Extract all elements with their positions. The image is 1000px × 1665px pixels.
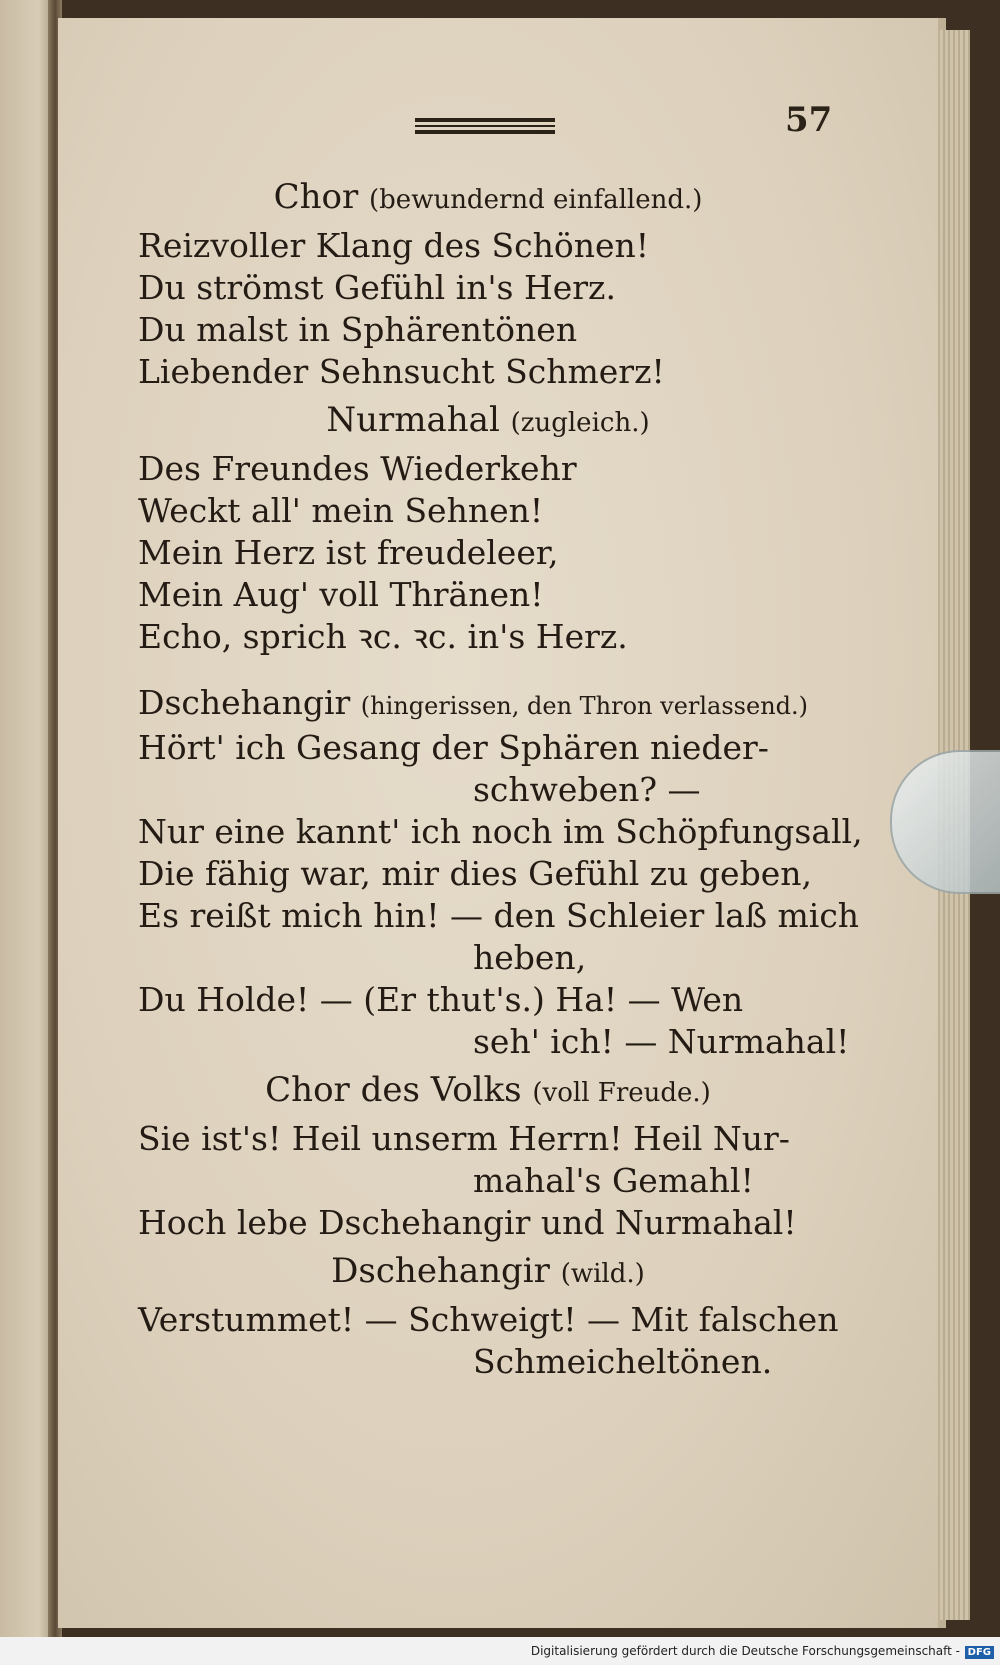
verse-line: Hoch lebe Dschehangir und Nurmahal! [138, 1203, 797, 1242]
verse-line: Echo, sprich ꝛc. ꝛc. in's Herz. [138, 617, 628, 656]
stage-direction: (bewundernd einfallend.) [369, 185, 703, 215]
speaker-name: Dschehangir [138, 683, 351, 722]
stage-direction: (voll Freude.) [532, 1078, 711, 1108]
verse-line: Weckt all' mein Sehnen! [138, 491, 544, 530]
left-page-edge [0, 0, 55, 1640]
verse-line: Nur eine kannt' ich noch im Schöpfungsall, [138, 812, 863, 851]
verse-line: Verstummet! — Schweigt! — Mit falschen [138, 1300, 839, 1339]
verse-line: Liebender Sehnsucht Schmerz! [138, 352, 665, 391]
verse-continuation: Schmeicheltönen. [473, 1342, 773, 1381]
verse-line: Hört' ich Gesang der Sphären nieder- [138, 728, 769, 767]
verse-line: Sie ist's! Heil unserm Herrn! Heil Nur- [138, 1119, 790, 1158]
verse-line: Die fähig war, mir dies Gefühl zu geben, [138, 854, 812, 893]
verse-line: Mein Herz ist freudeleer, [138, 533, 559, 572]
speaker-heading [138, 1069, 838, 1114]
verse-line: Des Freundes Wiederkehr [138, 449, 577, 488]
verse-continuation: heben, [473, 938, 587, 977]
verse-continuation: mahal's Gemahl! [473, 1161, 754, 1200]
verse-line: Du Holde! — (Er thut's.) Ha! — Wen [138, 980, 744, 1019]
page-number: 57 [785, 100, 833, 140]
stage-direction: (hingerissen, den Thron verlassend.) [360, 692, 809, 720]
speaker-heading [138, 176, 838, 221]
speaker-heading [138, 399, 838, 444]
digitization-credit: Digitalisierung gefördert durch die Deutsche Forschungsgemeinschaft - [0, 1637, 1000, 1665]
verse-line: Es reißt mich hin! — den Schleier laß mich [138, 896, 860, 935]
speaker-heading [138, 1250, 838, 1295]
verse-continuation: seh' ich! — Nurmahal! [473, 1022, 850, 1061]
header-rule [415, 118, 555, 137]
speaker-name: Chor [273, 177, 359, 217]
speaker-name: Nurmahal [326, 400, 500, 440]
verse-continuation: schweben? — [473, 770, 701, 809]
verse-line: Mein Aug' voll Thränen! [138, 575, 544, 614]
stage-direction: (zugleich.) [510, 408, 650, 438]
text-body [138, 170, 863, 1383]
speaker-heading [138, 682, 838, 727]
verse-line: Reizvoller Klang des Schönen! [138, 226, 650, 265]
dfg-logo: DFG [965, 1646, 994, 1659]
speaker-name: Chor des Volks [265, 1070, 522, 1110]
verse-line: Du strömst Gefühl in's Herz. [138, 268, 616, 307]
speaker-name: Dschehangir [331, 1251, 550, 1291]
stage-direction: (wild.) [560, 1259, 645, 1289]
verse-line: Du malst in Sphärentönen [138, 310, 578, 349]
